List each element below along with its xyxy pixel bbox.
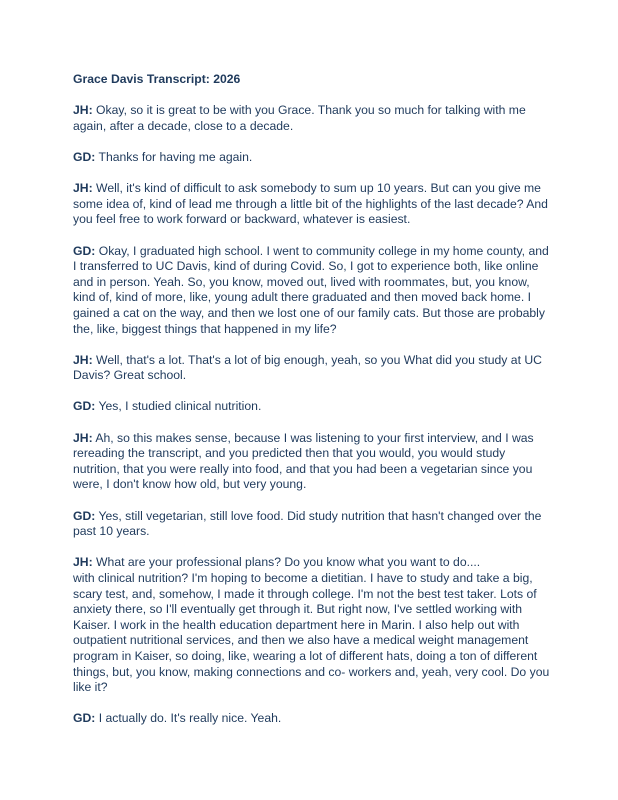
paragraph-continuation: with clinical nutrition? I'm hoping to become a dietitian. I have to study and take a big, scary test, and, somehow, I made it through college. I'm not the best test taker. Lots of anxiety there, so I'll eventually get through it. But right now, I've settled working with Kaiser. I work in the health education department here in Marin. I also help out with outpatient nutritional services, and then we also have a medical weight management program in Kaiser, so doing, like, wearing a lot of different hats, doing a ton of different things, but, you know, making connections and co- workers and, yeah, very cool. Do you like it? <box>73 571 550 695</box>
paragraph-text: Okay, so it is great to be with you Grace. Thank you so much for talking with me again, after a decade, close to a decade. <box>73 103 526 133</box>
transcript-paragraph <box>73 711 555 727</box>
paragraph-text: Yes, I studied clinical nutrition. <box>98 399 262 414</box>
paragraph-text: Yes, still vegetarian, still love food. Did study nutrition that hasn't changed over the past 10 years. <box>73 508 542 539</box>
paragraph-text: I actually do. It's really nice. Yeah. <box>98 711 282 726</box>
transcript-paragraph <box>73 555 555 695</box>
speaker-label: GD: <box>73 243 96 258</box>
paragraph-text: Well, it's kind of difficult to ask somebody to sum up 10 years. But can you give me some idea of, kind of lead me through a little bit of the highlights of the last decade? And you feel free to work forward or backward, whatever is easiest. <box>73 181 548 227</box>
speaker-label: GD: <box>73 399 96 414</box>
transcript-paragraph <box>73 509 555 540</box>
document-title: Grace Davis Transcript: 2026 <box>73 72 241 86</box>
transcript-paragraph <box>73 244 555 338</box>
speaker-label: JH: <box>73 181 93 196</box>
transcript-paragraph <box>73 431 555 493</box>
paragraph-text: Well, that's a lot. That's a lot of big enough, yeah, so you What did you study at UC Davis? Great school. <box>73 352 542 383</box>
speaker-label: JH: <box>73 103 93 118</box>
transcript-paragraph <box>73 181 555 228</box>
speaker-label: GD: <box>73 711 96 726</box>
speaker-label: GD: <box>73 508 96 523</box>
paragraph-text: Okay, I graduated high school. I went to community college in my home county, and I transferred to UC Davis, kind of during Covid. So, I got to experience both, like online and in person. Yeah. So, you know, moved out, lived with roommates, but, you know, kind of, kind of more, like, young adult there graduated and then moved back home. I gained a cat on the way, and then we lost one of our family cats. But those are probably the, like, biggest things that happened in my life? <box>73 243 549 336</box>
transcript-page <box>73 72 555 743</box>
transcript-paragraph <box>73 103 555 134</box>
paragraph-text: What are your professional plans? Do you know what you want to do.... <box>96 555 481 570</box>
paragraph-text: Thanks for having me again. <box>98 149 253 164</box>
transcript-paragraph <box>73 353 555 384</box>
paragraph-text: Ah, so this makes sense, because I was listening to your first interview, and I was rereading the transcript, and you predicted then that you would, you would study nutrition, that you were really into food, and that you had been a vegetarian since you were, I don't know how old, but very young. <box>73 430 534 492</box>
transcript-paragraph <box>73 399 555 415</box>
speaker-label: JH: <box>73 430 93 445</box>
speaker-label: JH: <box>73 555 93 570</box>
transcript-paragraph <box>73 150 555 166</box>
speaker-label: JH: <box>73 352 93 367</box>
speaker-label: GD: <box>73 149 96 164</box>
